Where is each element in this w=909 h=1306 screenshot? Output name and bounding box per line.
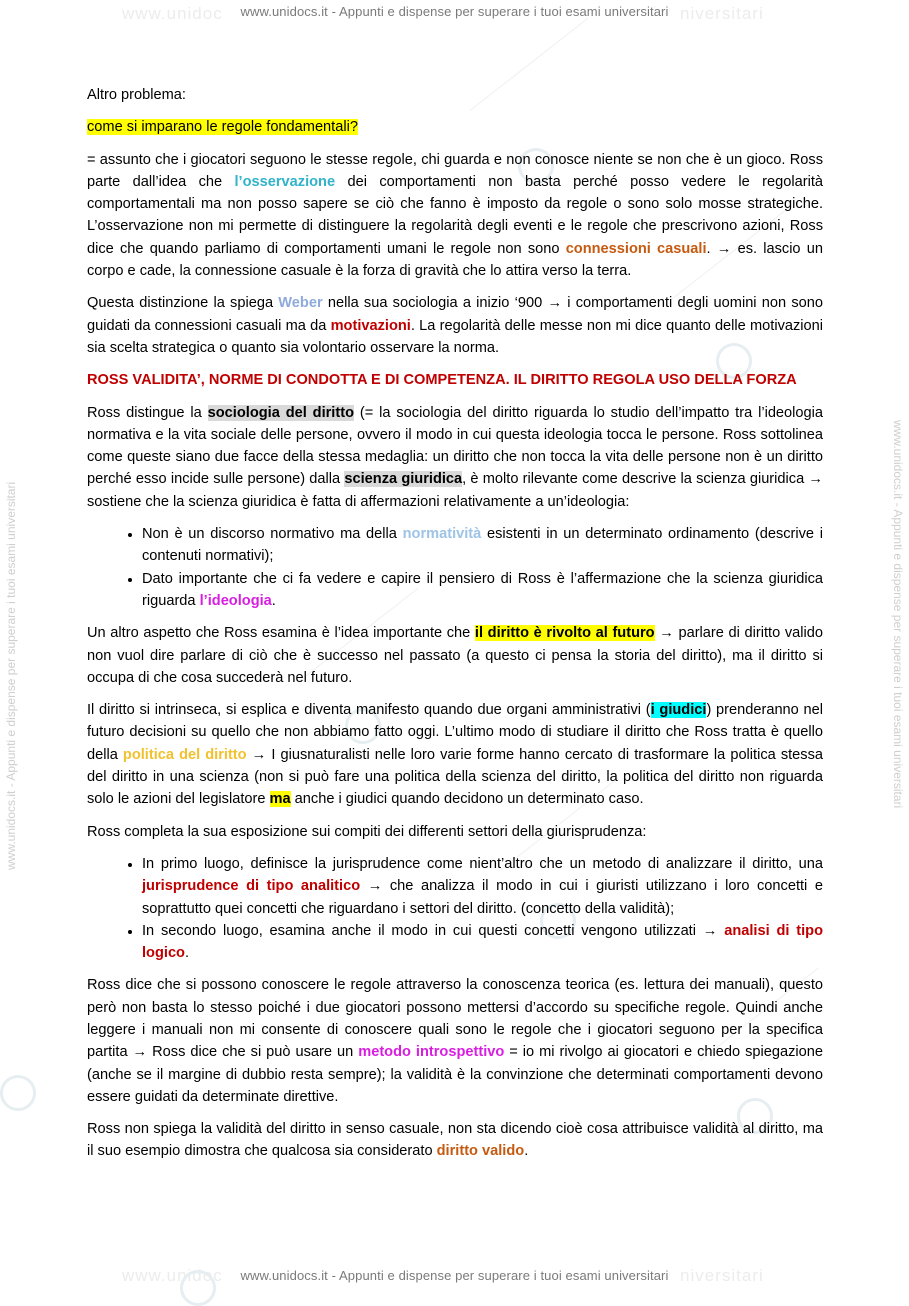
paragraph-weber: Questa distinzione la spiega Weber nella sua sociologia a inizio ‘900 → i comportamenti degli uomini non sono guidati da connessioni casuali ma da motivazioni. La regolarità delle messe non mi dice quanto delle motivazioni sia scelta strategica o quanto sia volontario osservare la norma. — [87, 295, 824, 356]
paragraph-intro: Altro problema: — [87, 87, 186, 103]
term-law-future: il diritto è rivolto al futuro — [474, 625, 655, 642]
term-ideology: l’ideologia — [199, 592, 272, 609]
list-item: • In primo luogo, definisce la jurisprudence come nient’altro che un metodo di analizzare il diritto, una jurisprudence di tipo analitico → che analizza il modo in cui i giuristi utilizzano i loro concetti e soprattutto quei concetti che riguardano i settori del diritto. (concetto della validità); — [142, 853, 823, 920]
watermark-ghost-text: www.unidoc — [122, 1266, 223, 1285]
term-but: ma — [269, 791, 291, 808]
term-logical-analysis: analisi di tipo logico — [142, 922, 823, 962]
list-item: • In secondo luogo, esamina anche il modo in cui questi concetti vengono utilizzati → analisi di tipo logico. — [142, 920, 823, 965]
page-footer[interactable]: www.unidocs.it - Appunti e dispense per superare i tuoi esami universitari — [240, 1268, 669, 1283]
watermark-side-text-left: www.unidocs.it - Appunti e dispense per superare i tuoi esami universitari — [4, 481, 18, 870]
term-valid-law: diritto valido — [436, 1143, 525, 1160]
bullet-list-legal-science — [87, 523, 823, 612]
watermark-ghost-text: niversitari — [680, 1266, 764, 1285]
watermark-ghost-text: www.unidoc — [122, 4, 223, 23]
paragraph-jurisprudence-intro: Ross completa la sua esposizione sui compiti dei differenti settori della giurisprudenza: — [87, 823, 647, 840]
bullet-list-jurisprudence — [87, 853, 823, 964]
paragraph-observation: = assunto che i giocatori seguono le stesse regole, chi guarda e non conosce niente se non che è un gioco. Ross parte dall’idea che l’osservazione dei comportamenti non basta perché posso vedere le regolarità comportamentali ma non posso sapere se ciò che fanno è imposto da regole o sono solo mosse strategiche. L’osservazione non mi permette di distinguere la regolarità degli eventi e le regole che prescrivono azioni, Ross dice che quando parliamo di comportamenti umani le regole non sono connessioni casuali. → es. lascio un corpo e cade, la connessione casuale è la forza di gravità che lo attira verso la terra. — [87, 151, 823, 280]
highlighted-question: come si imparano le regole fondamentali? — [87, 119, 358, 136]
page-header[interactable]: www.unidocs.it - Appunti e dispense per superare i tuoi esami universitari — [240, 4, 669, 19]
watermark-side-text-right: www.unidocs.it - Appunti e dispense per superare i tuoi esami universitari — [891, 420, 905, 809]
term-motivations: motivazioni — [330, 317, 411, 334]
term-politics-of-law: politica del diritto — [122, 746, 247, 763]
term-weber: Weber — [278, 295, 323, 312]
term-sociology-of-law: sociologia del diritto — [207, 404, 354, 421]
watermark-ghost-text: niversitari — [680, 4, 764, 23]
list-item: • Dato importante che ci fa vedere e capire il pensiero di Ross è l’affermazione che la scienza giuridica riguarda l’ideologia. — [142, 568, 823, 613]
document-body — [87, 84, 823, 1173]
term-judges: i giudici — [650, 702, 707, 719]
term-casual-connections: connessioni casuali — [565, 240, 707, 257]
section-heading: ROSS VALIDITA’, NORME DI CONDOTTA E DI COMPETENZA. IL DIRITTO REGOLA USO DELLA FORZA — [87, 372, 797, 389]
term-analytic-jurisprudence: jurisprudence di tipo analitico — [142, 878, 361, 895]
term-legal-science: scienza giuridica — [344, 471, 463, 488]
paragraph-introspective: Ross dice che si possono conoscere le regole attraverso la conoscenza teorica (es. lettura dei manuali), questo però non basta lo stesso poiché i due giocatori possono mettersi d’accordo su specifiche regole. Quindi anche leggere i manuali non mi consente di conoscere quali sono le regole che i giocatori seguono per la specifica partita → Ross dice che si può usare un metodo introspettivo = io mi rivolgo ai giocatori e chiedo spiegazione (anche se il margine di dubbio resta sempre); la validità è la convinzione che determinati comportamenti devono essere guidati da determinate direttive. — [87, 977, 823, 1105]
watermark-logo-icon — [0, 1075, 36, 1111]
term-observation: l’osservazione — [234, 173, 336, 190]
term-normativity: normatività — [402, 526, 482, 543]
paragraph-judges: Il diritto si intrinseca, si esplica e diventa manifesto quando due organi amministrativi (i giudici) prenderanno nel futuro decisioni su quello che non abbiamo fatto oggi. L’ultimo modo di studiare il diritto che Ross tratta è quello della politica del diritto → I giusnaturalisti nelle loro varie forme hanno cercato di trasformare la politica stessa del diritto in una scienza (non si può fare una politica della scienza del diritto, la politica del diritto non riguarda solo le azioni del legislatore ma anche i giudici quando decidono un determinato caso. — [87, 702, 824, 808]
list-item: • Non è un discorso normativo ma della normatività esistenti in un determinato ordinamento (descrive i contenuti normativi); — [142, 523, 823, 568]
paragraph-sociology: Ross distingue la sociologia del diritto (= la sociologia del diritto riguarda lo studio dell’impatto tra l’ideologia normativa e la vita sociale delle persone, ovvero il modo in cui questa ideologia tocca le persone. Ross sottolinea come queste siano due facce della stessa medaglia: un diritto che non tocca la vita delle persone non è un diritto perché esso incide sulle persone) dalla scienza giuridica, è molto rilevante come descrive la scienza giuridica → sostiene che la scienza giuridica è fatta di affermazioni relativamente a un’ideologia: — [87, 404, 823, 510]
paragraph-validity: Ross non spiega la validità del diritto in senso casuale, non sta dicendo cioè cosa attribuisce validità al diritto, ma il suo esempio dimostra che qualcosa sia considerato diritto valido. — [87, 1121, 823, 1160]
paragraph-future: Un altro aspetto che Ross esamina è l’idea importante che il diritto è rivolto al futuro → parlare di diritto valido non vuol dire parlare di ciò che è successo nel passato (a questo ci pensa la storia del diritto), ma il diritto si occupa di che cosa succederà nel futuro. — [87, 625, 823, 686]
paragraph-question — [87, 116, 823, 138]
term-introspective-method: metodo introspettivo — [358, 1044, 505, 1061]
